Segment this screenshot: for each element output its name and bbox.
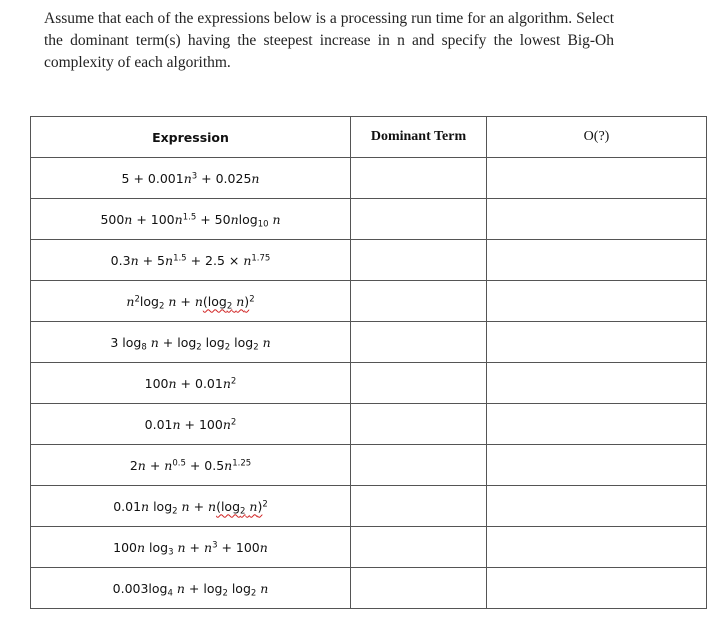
expression-cell: $500n + 100n^{1.5} + 50nlog_{10}$ n <box>31 199 351 240</box>
table-row <box>31 158 707 199</box>
big-o-cell[interactable] <box>487 404 707 445</box>
expression-cell: $100n + 0.01n^2$ <box>31 363 351 404</box>
dominant-term-cell[interactable] <box>351 568 487 609</box>
expression-cell: $n^2\log_2$ $n + n(\log_2$ n)$^2$ <box>31 281 351 322</box>
expression-cell: $2n + n^{0.5} + 0.5n^{1.25}$ <box>31 445 351 486</box>
dominant-term-cell[interactable] <box>351 281 487 322</box>
big-o-cell[interactable] <box>487 568 707 609</box>
table-row <box>31 445 707 486</box>
header-dominant-term: Dominant Term <box>351 117 487 158</box>
big-o-cell[interactable] <box>487 486 707 527</box>
complexity-table <box>30 116 707 609</box>
big-o-cell[interactable] <box>487 158 707 199</box>
table-row <box>31 527 707 568</box>
expression-cell: 100n $\log_3 n + n^3 + 100n$ <box>31 527 351 568</box>
big-o-cell[interactable] <box>487 240 707 281</box>
expression-cell: 0.01n $\log_2 n + n(\log_2$ n)$^2$ <box>31 486 351 527</box>
big-o-cell[interactable] <box>487 527 707 568</box>
instructions-paragraph: Assume that each of the expressions below is a processing run time for an algorithm. Select the dominant term(s) having the steepest increase in n and specify the lowest Big-Oh complexity of each algorithm. <box>44 10 614 71</box>
table-row <box>31 363 707 404</box>
big-o-cell[interactable] <box>487 363 707 404</box>
table-row <box>31 199 707 240</box>
table-row <box>31 568 707 609</box>
big-o-cell[interactable] <box>487 199 707 240</box>
header-expression: Expression <box>31 117 351 158</box>
table-header-row <box>31 117 707 158</box>
dominant-term-cell[interactable] <box>351 158 487 199</box>
dominant-term-cell[interactable] <box>351 240 487 281</box>
expression-cell: $0.01n + 100n^2$ <box>31 404 351 445</box>
table-row <box>31 486 707 527</box>
dominant-term-cell[interactable] <box>351 404 487 445</box>
dominant-term-cell[interactable] <box>351 363 487 404</box>
expression-cell: $5 + 0.001n^3 + 0.025n$ <box>31 158 351 199</box>
expression-cell: $0.003\log_4$ $n + \log_2 \log_2 n$ <box>31 568 351 609</box>
header-big-o: O(?) <box>487 117 707 158</box>
table-row <box>31 322 707 363</box>
dominant-term-cell[interactable] <box>351 322 487 363</box>
table-row <box>31 281 707 322</box>
big-o-cell[interactable] <box>487 445 707 486</box>
table-row <box>31 404 707 445</box>
big-o-cell[interactable] <box>487 281 707 322</box>
expression-cell: 3 $\log_8 n + \log_2 \log_2 \log_2 n$ <box>31 322 351 363</box>
expression-cell: $0.3n + 5n^{1.5} + 2.5 \times n^{1.75}$ <box>31 240 351 281</box>
dominant-term-cell[interactable] <box>351 445 487 486</box>
table-row <box>31 240 707 281</box>
dominant-term-cell[interactable] <box>351 486 487 527</box>
dominant-term-cell[interactable] <box>351 527 487 568</box>
big-o-cell[interactable] <box>487 322 707 363</box>
dominant-term-cell[interactable] <box>351 199 487 240</box>
